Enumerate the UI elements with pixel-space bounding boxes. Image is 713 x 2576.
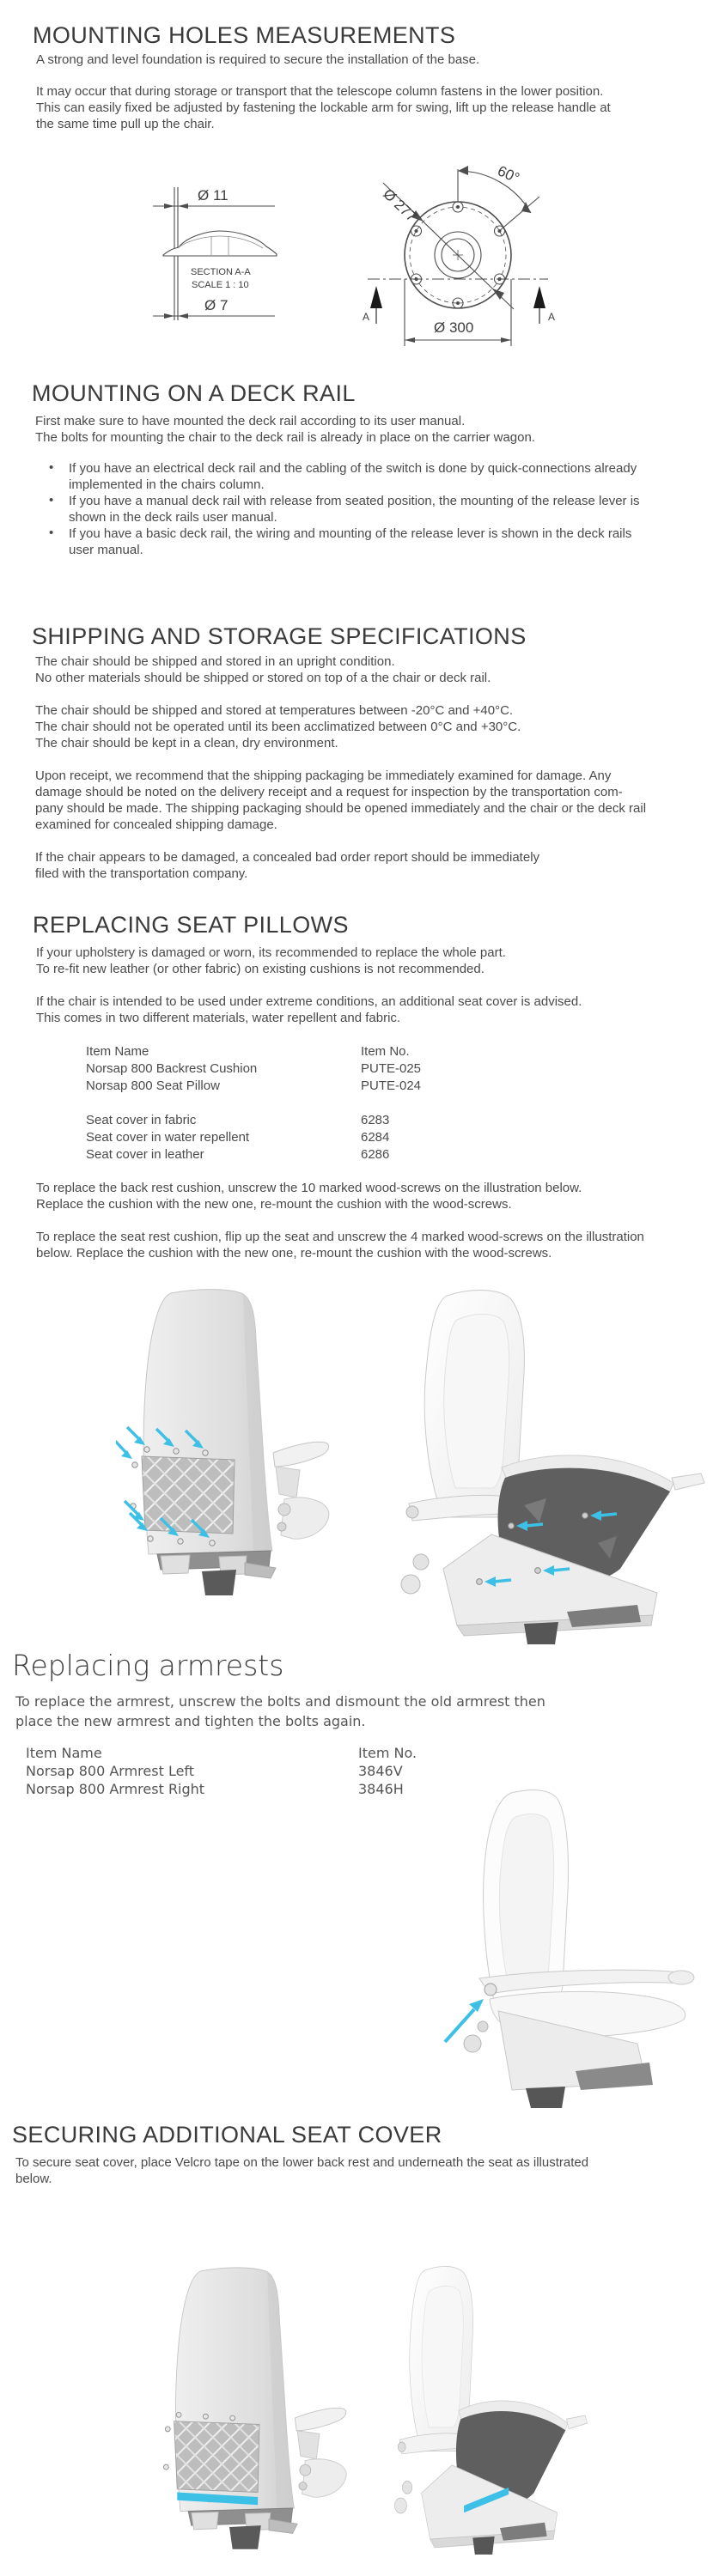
armrest-right xyxy=(672,1473,704,1490)
table-row xyxy=(86,1113,390,1130)
section-label: SECTION A-A xyxy=(191,267,251,277)
text-line: To replace the back rest cushion, unscrew the 10 marked wood-screws on the illustration below. xyxy=(36,1181,582,1195)
text-line: The chair should not be operated until its been acclimatized between 0°C and +30°C. xyxy=(35,720,521,734)
dim-label-dia277: Ø 277 xyxy=(380,185,420,226)
screw-arrow-icon xyxy=(127,1427,145,1445)
text-line: If the chair appears to be damaged, a concealed bad order report should be immediately xyxy=(35,850,540,865)
section-title-seat-pillows: REPLACING SEAT PILLOWS xyxy=(33,912,349,938)
table-row xyxy=(86,1061,422,1078)
text-line: To secure seat cover, place Velcro tape on the lower back rest and underneath the seat as illustrated xyxy=(15,2155,589,2170)
text-line: A strong and level foundation is required to secure the installation of the base. xyxy=(36,52,480,67)
screw-arrow-icon xyxy=(116,1441,132,1459)
dim-label-dia300: Ø 300 xyxy=(434,319,474,336)
table-row xyxy=(86,1147,390,1164)
text-line: To replace the armrest, unscrew the bolts and dismount the old armrest then xyxy=(15,1693,545,1710)
text-line: filed with the transportation company. xyxy=(35,866,248,881)
item-no: 3846H xyxy=(358,1781,404,1797)
pedestal xyxy=(472,2537,494,2555)
section-marker-a-left: A xyxy=(363,311,370,323)
item-no: 6283 xyxy=(361,1113,390,1127)
chair-seat-up-screws-illustration xyxy=(395,1285,713,1644)
text-line: The bolts for mounting the chair to the deck rail is already in place on the carrier wagon. xyxy=(35,430,535,445)
table-row xyxy=(86,1130,390,1147)
armrest-right xyxy=(567,2415,588,2428)
table-header-row xyxy=(86,1044,410,1061)
seat-side xyxy=(281,1498,329,1539)
section-title-shipping: SHIPPING AND STORAGE SPECIFICATIONS xyxy=(32,623,527,649)
section-title-deck-rail: MOUNTING ON A DECK RAIL xyxy=(32,380,356,406)
item-name: Norsap 800 Armrest Left xyxy=(26,1763,195,1779)
bullet-line: If you have a manual deck rail with release from seated position, the mounting of the release lever is xyxy=(69,494,640,508)
item-name: Norsap 800 Armrest Right xyxy=(26,1781,205,1797)
text-line: place the new armrest and tighten the bolts again. xyxy=(15,1713,366,1729)
scale-label: SCALE 1 : 10 xyxy=(192,280,249,290)
bullet-line: If you have a basic deck rail, the wiring and mounting of the release lever is shown in the deck rails xyxy=(69,526,632,541)
backrest-cushion xyxy=(444,1314,509,1488)
text-line: To re-fit new leather (or other fabric) on existing cushions is not recommended. xyxy=(36,962,484,976)
bullet-line: If you have an electrical deck rail and the cabling of the switch is done by quick-connections already xyxy=(69,461,637,476)
bolt-pointer-arrow-icon xyxy=(445,1999,484,2042)
section-marker-a-right: A xyxy=(548,311,556,323)
armrest-bolt xyxy=(484,1984,497,1996)
bullet-icon: • xyxy=(49,460,54,475)
parts-table-armrests xyxy=(26,1745,417,1799)
text-line: To replace the seat rest cushion, flip up the seat and unscrew the 4 marked wood-screws on the illustration xyxy=(36,1230,644,1244)
pedestal xyxy=(524,1622,558,1644)
pedestal xyxy=(202,1570,236,1595)
table-header-row xyxy=(26,1745,417,1763)
text-line: below. Replace the cushion with the new one, re-mount the cushion with the wood-screws. xyxy=(36,1246,552,1261)
table-row xyxy=(26,1763,403,1781)
col-header-item-name: Item Name xyxy=(26,1745,102,1761)
parts-table-cushions xyxy=(86,1044,422,1164)
dim-label-60deg: 60° xyxy=(495,162,522,187)
bullet-line: shown in the deck rails user manual. xyxy=(69,510,277,525)
bullet-icon: • xyxy=(49,493,54,507)
item-name: Norsap 800 Seat Pillow xyxy=(86,1078,220,1093)
table-row xyxy=(86,1078,422,1096)
chair-seat-velcro-illustration xyxy=(391,2263,593,2555)
col-header-item-no: Item No. xyxy=(358,1745,417,1761)
backrest-cushion xyxy=(422,2286,463,2427)
text-line: below. xyxy=(15,2172,52,2186)
item-no: 3846V xyxy=(358,1763,403,1779)
text-line: Upon receipt, we recommend that the shipping packaging be immediately examined for damage. Any xyxy=(35,769,612,783)
dim-label-dia11: Ø 11 xyxy=(198,187,229,204)
bullet-line: user manual. xyxy=(69,543,143,557)
backrest-mesh-panel xyxy=(174,2421,259,2493)
technical-drawing-base-plate xyxy=(129,159,576,361)
pedestal xyxy=(229,2525,261,2549)
section-title-seat-cover: SECURING ADDITIONAL SEAT COVER xyxy=(12,2122,442,2148)
chair-armrest-bolt-illustration xyxy=(430,1786,704,2108)
chair-back-velcro-illustration xyxy=(150,2263,348,2555)
item-no: 6284 xyxy=(361,1130,390,1145)
text-line: The chair should be kept in a clean, dry environment. xyxy=(35,736,338,750)
item-name: Norsap 800 Backrest Cushion xyxy=(86,1061,258,1076)
text-line: damage should be noted on the delivery receipt and a request for inspection by the transportation com- xyxy=(35,785,623,799)
item-name: Seat cover in water repellent xyxy=(86,1130,250,1145)
armrest xyxy=(273,1442,329,1467)
item-name: Seat cover in leather xyxy=(86,1147,204,1162)
text-line: examined for concealed shipping damage. xyxy=(35,817,277,832)
text-line: the same time pull up the chair. xyxy=(36,117,215,131)
section-title-armrests: Replacing armrests xyxy=(12,1649,284,1682)
dim-label-dia7: Ø 7 xyxy=(204,297,229,313)
text-line: Replace the cushion with the new one, re-mount the cushion with the wood-screws. xyxy=(36,1197,512,1212)
armrest xyxy=(295,2408,345,2430)
text-line: First make sure to have mounted the deck rail according to its user manual. xyxy=(35,414,466,428)
col-header-item-name: Item Name xyxy=(86,1044,149,1059)
text-line: If the chair is intended to be used under extreme conditions, an additional seat cover is advised. xyxy=(36,994,582,1009)
item-name: Seat cover in fabric xyxy=(86,1113,197,1127)
pedestal xyxy=(526,2087,565,2108)
text-line: If your upholstery is damaged or worn, its recommended to replace the whole part. xyxy=(36,945,506,960)
seat-side xyxy=(302,2459,347,2497)
text-line: This can easily fixed be adjusted by fastening the lockable arm for swing, lift up the release handle at xyxy=(36,100,611,115)
item-no: 6286 xyxy=(361,1147,390,1162)
text-line: It may occur that during storage or transport that the telescope column fastens in the lower position. xyxy=(36,84,604,99)
section-title-mounting-holes: MOUNTING HOLES MEASUREMENTS xyxy=(33,22,456,48)
table-group-spacer xyxy=(86,1096,257,1113)
text-line: The chair should be shipped and stored at temperatures between -20°C and +40°C. xyxy=(35,703,514,718)
table-row xyxy=(26,1781,404,1799)
text-line: The chair should be shipped and stored in an upright condition. xyxy=(35,654,395,669)
bullet-icon: • xyxy=(49,526,54,540)
item-no: PUTE-025 xyxy=(361,1061,422,1076)
text-line: This comes in two different materials, water repellent and fabric. xyxy=(36,1011,401,1025)
bullet-line: implemented in the chairs column. xyxy=(69,477,265,492)
text-line: pany should be made. The shipping packaging should be opened immediately and the chair or the deck rail xyxy=(35,801,647,816)
item-no: PUTE-024 xyxy=(361,1078,422,1093)
text-line: No other materials should be shipped or stored on top of a the chair or deck rail. xyxy=(35,671,491,685)
chair-backrest-screws-illustration xyxy=(116,1288,331,1597)
backrest-mesh-panel xyxy=(142,1456,235,1534)
col-header-item-no: Item No. xyxy=(361,1044,410,1059)
